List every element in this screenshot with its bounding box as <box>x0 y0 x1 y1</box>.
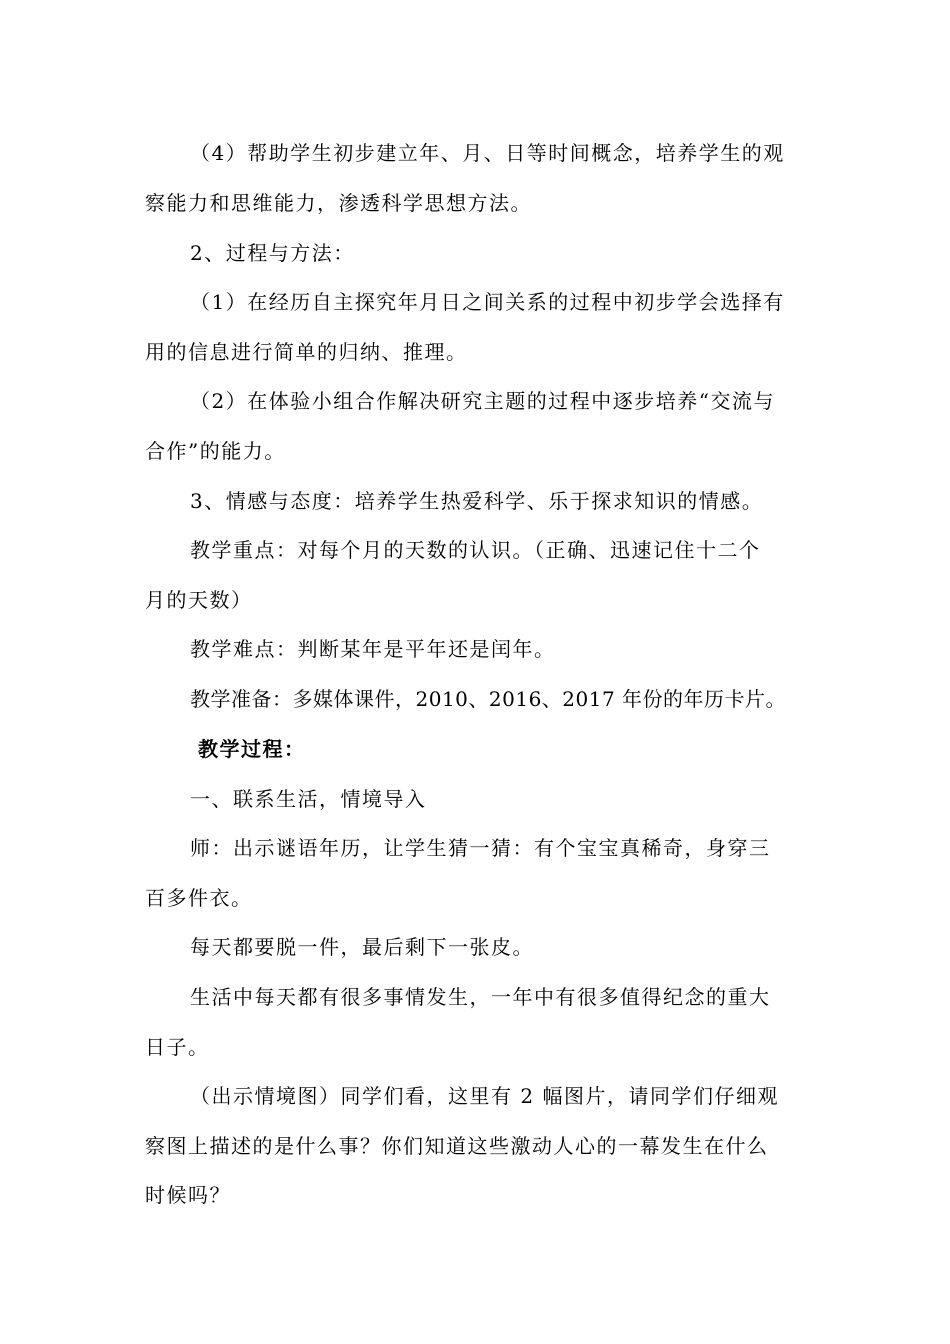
text-line: 一、联系生活，情境导入 <box>190 787 427 811</box>
text-line: 3、情感与态度：培养学生热爱科学、乐于探求知识的情感。 <box>190 489 764 513</box>
text-line: 师：出示谜语年历，让学生猜一猜：有个宝宝真稀奇，身穿三 <box>190 836 771 860</box>
text-line: 日子。 <box>145 1035 210 1059</box>
text-line: 2、过程与方法： <box>190 241 355 265</box>
text-line: 合作”的能力。 <box>145 439 286 463</box>
text-line: 用的信息进行简单的归纳、推理。 <box>145 340 468 364</box>
text-line: 教学重点：对每个月的天数的认识。（正确、迅速记住十二个 <box>190 538 761 562</box>
text-line: 察能力和思维能力，渗透科学思想方法。 <box>145 191 532 215</box>
text-line: 教学准备：多媒体课件，2010、2016、2017 年份的年历卡片。 <box>190 687 787 711</box>
text-line: 月的天数） <box>145 588 253 612</box>
section-heading: 教学过程： <box>198 737 306 761</box>
text-line: 生活中每天都有很多事情发生，一年中有很多值得纪念的重大 <box>190 985 771 1009</box>
text-line: （4）帮助学生初步建立年、月、日等时间概念，培养学生的观 <box>190 141 785 165</box>
text-line: 时候吗？ <box>145 1183 231 1207</box>
text-line: （1）在经历自主探究年月日之间关系的过程中初步学会选择有 <box>190 290 785 314</box>
text-line: （2）在体验小组合作解决研究主题的过程中逐步培养“交流与 <box>190 389 775 413</box>
text-line: 教学难点：判断某年是平年还是闰年。 <box>190 637 556 661</box>
text-line: （出示情境图）同学们看，这里有 2 幅图片，请同学们仔细观 <box>190 1084 779 1108</box>
text-line: 百多件衣。 <box>145 886 253 910</box>
text-line: 每天都要脱一件，最后剩下一张皮。 <box>190 935 534 959</box>
text-line: 察图上描述的是什么事？你们知道这些激动人心的一幕发生在什么 <box>145 1134 769 1158</box>
